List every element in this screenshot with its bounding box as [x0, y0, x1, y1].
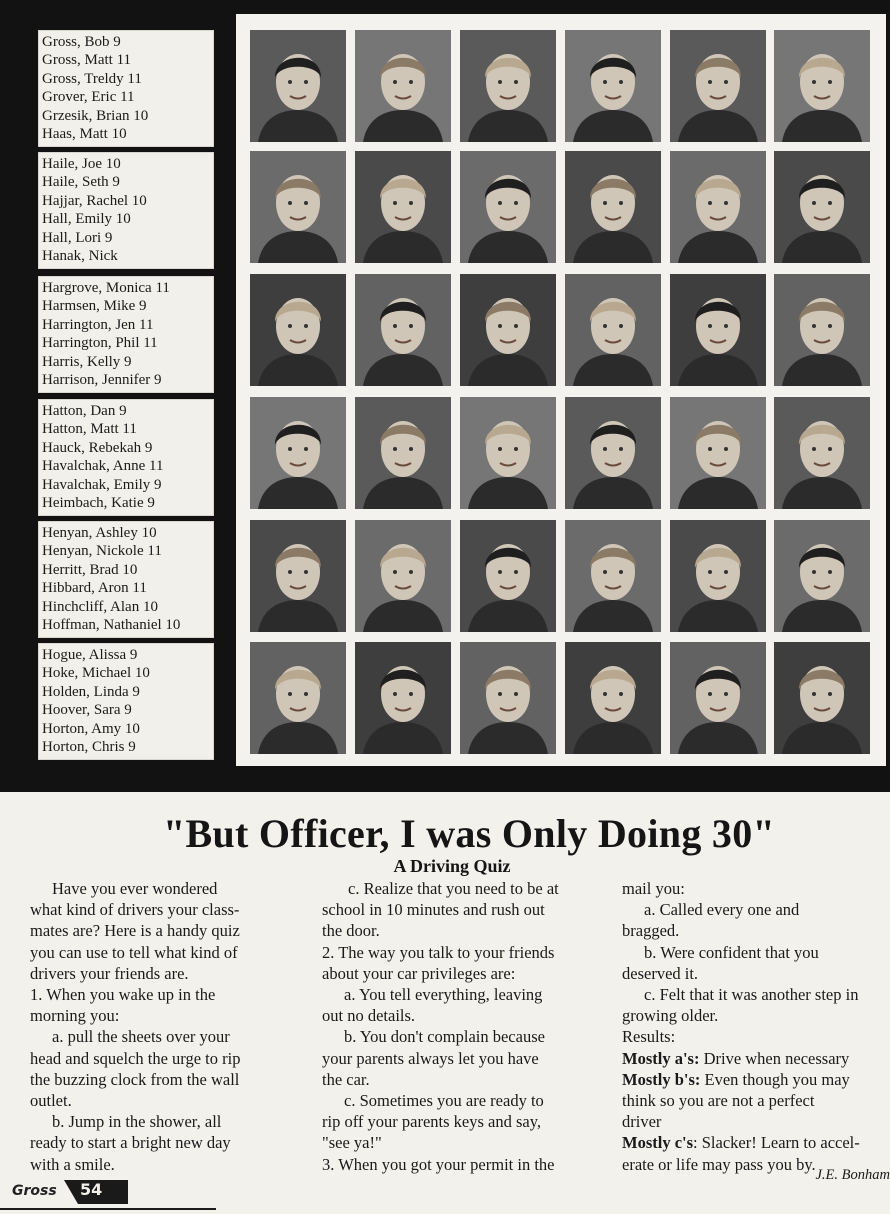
- student-portrait: [565, 642, 661, 754]
- roster-name: Haile, Joe 10: [42, 156, 121, 172]
- student-portrait: [774, 274, 870, 386]
- article-line: growing older.: [622, 1006, 719, 1026]
- article-line: a. pull the sheets over your: [52, 1027, 230, 1047]
- student-portrait: [250, 30, 346, 142]
- roster-name: Hatton, Dan 9: [42, 403, 127, 419]
- article-column-2: [322, 878, 612, 1175]
- student-portrait: [774, 397, 870, 509]
- article-column-3: [622, 878, 890, 1175]
- article-line: you can use to tell what kind of: [30, 942, 238, 962]
- student-portrait: [460, 151, 556, 263]
- article-line: school in 10 minutes and rush out: [322, 900, 545, 920]
- result-text: driver: [622, 1112, 662, 1132]
- article-line: 3. When you got your permit in the: [322, 1154, 555, 1174]
- student-portrait: [460, 520, 556, 632]
- article-line: your parents always let you have: [322, 1048, 539, 1068]
- roster-name: Heimbach, Katie 9: [42, 495, 155, 512]
- article-line: ready to start a bright new day: [30, 1133, 231, 1153]
- roster-name: Harmsen, Mike 9: [42, 298, 147, 315]
- footer-rule: [0, 1208, 216, 1210]
- student-portrait: [670, 151, 766, 263]
- student-portrait: [565, 30, 661, 142]
- roster-name: Havalchak, Emily 9: [42, 476, 162, 493]
- quiz-result-line: [622, 1048, 890, 1069]
- article-line: drivers your friends are.: [30, 963, 189, 983]
- result-key: Mostly c's: [622, 1133, 694, 1153]
- quiz-result-line: [622, 1132, 890, 1153]
- result-text: Even though you may: [700, 1069, 850, 1089]
- roster-name: Hall, Emily 10: [42, 211, 131, 228]
- roster-name: Harris, Kelly 9: [42, 353, 132, 370]
- student-portrait: [565, 397, 661, 509]
- article-line: outlet.: [30, 1091, 72, 1111]
- article-line: mates are? Here is a handy quiz: [30, 921, 240, 941]
- roster-name: Henyan, Ashley 10: [42, 525, 157, 541]
- roster-name: Gross, Treldy 11: [42, 70, 142, 87]
- article-line: Have you ever wondered: [52, 879, 218, 898]
- student-portrait: [355, 520, 451, 632]
- student-portrait: [460, 274, 556, 386]
- article-line: b. Jump in the shower, all: [52, 1112, 222, 1132]
- roster-name: Haas, Matt 10: [42, 126, 127, 143]
- quiz-result-line: [622, 1090, 890, 1111]
- article-line: the car.: [322, 1069, 370, 1089]
- roster-name: Hanak, Nick: [42, 248, 118, 265]
- student-portrait: [670, 30, 766, 142]
- article-line: bragged.: [622, 921, 680, 941]
- roster-name: Hoover, Sara 9: [42, 702, 132, 719]
- result-key: Mostly b's:: [622, 1069, 701, 1089]
- article-line: what kind of drivers your class-: [30, 900, 240, 920]
- student-portrait: [250, 151, 346, 263]
- roster-name: Hatton, Matt 11: [42, 421, 137, 438]
- student-portrait: [355, 30, 451, 142]
- roster-name: Havalchak, Anne 11: [42, 458, 164, 475]
- portrait-grid: [236, 14, 886, 766]
- article-line: morning you:: [30, 1006, 120, 1026]
- roster-name: Hinchcliff, Alan 10: [42, 598, 158, 615]
- result-key: Mostly a's:: [622, 1048, 700, 1068]
- name-block: [38, 276, 214, 393]
- roster-name: Gross, Bob 9: [42, 34, 121, 50]
- quiz-result-line: [622, 1069, 890, 1090]
- result-text: think so you are not a perfect: [622, 1091, 815, 1111]
- article-line: the door.: [322, 921, 380, 941]
- roster-name: Hoffman, Nathaniel 10: [42, 617, 181, 634]
- result-text: : Slacker! Learn to accel-: [693, 1133, 860, 1153]
- page-number: 54: [80, 1180, 103, 1199]
- name-block: [38, 643, 214, 760]
- student-portrait: [774, 30, 870, 142]
- student-portrait: [565, 274, 661, 386]
- student-portrait: [670, 642, 766, 754]
- article-line: b. Were confident that you: [644, 942, 819, 962]
- roster-name: Harrington, Phil 11: [42, 335, 158, 352]
- article-line: a. You tell everything, leaving: [344, 985, 543, 1005]
- student-portrait: [565, 520, 661, 632]
- article-headline: "But Officer, I was Only Doing 30": [162, 811, 776, 856]
- article-line: deserved it.: [622, 963, 699, 983]
- footer-section-label: Gross: [12, 1183, 57, 1199]
- roster-name: Gross, Matt 11: [42, 52, 132, 69]
- roster-name: Hibbard, Aron 11: [42, 580, 147, 597]
- article-line: c. Felt that it was another step in: [644, 985, 859, 1005]
- page-footer: [0, 1178, 890, 1214]
- article-line: c. Sometimes you are ready to: [344, 1091, 544, 1111]
- article-line: "see ya!": [322, 1133, 382, 1153]
- student-portrait: [565, 151, 661, 263]
- student-portrait: [460, 30, 556, 142]
- roster-name: Hauck, Rebekah 9: [42, 439, 153, 456]
- roster-name: Hajjar, Rachel 10: [42, 192, 147, 209]
- student-portrait: [250, 397, 346, 509]
- roster-name: Henyan, Nickole 11: [42, 543, 162, 560]
- roster-name: Haile, Seth 9: [42, 174, 120, 191]
- article-line: with a smile.: [30, 1154, 115, 1174]
- roster-name: Horton, Amy 10: [42, 720, 140, 737]
- article-line: the buzzing clock from the wall: [30, 1069, 240, 1089]
- article-subheadline: A Driving Quiz: [393, 856, 511, 876]
- roster-name: Hogue, Alissa 9: [42, 647, 138, 663]
- student-portrait: [460, 642, 556, 754]
- article-line: about your car privileges are:: [322, 963, 516, 983]
- roster-name: Hall, Lori 9: [42, 229, 113, 246]
- article-line: a. Called every one and: [644, 900, 800, 920]
- student-portrait: [250, 274, 346, 386]
- article-line: 2. The way you talk to your friends: [322, 942, 555, 962]
- result-text: erate or life may pass you by.: [622, 1154, 816, 1174]
- result-text: Drive when necessary: [699, 1048, 850, 1068]
- article-byline: J.E. Bonham: [815, 1167, 890, 1183]
- student-portrait: [250, 520, 346, 632]
- student-portrait: [355, 642, 451, 754]
- article-line: rip off your parents keys and say,: [322, 1112, 542, 1132]
- article-line: Results:: [622, 1027, 676, 1047]
- roster-name: Holden, Linda 9: [42, 683, 140, 700]
- student-portrait: [774, 151, 870, 263]
- student-portrait: [355, 274, 451, 386]
- article-line: 1. When you wake up in the: [30, 985, 216, 1005]
- roster-name: Grzesik, Brian 10: [42, 107, 149, 124]
- roster-name: Hargrove, Monica 11: [42, 280, 170, 296]
- student-portrait: [670, 274, 766, 386]
- name-block: [38, 30, 214, 147]
- roster-name: Harrison, Jennifer 9: [42, 372, 162, 389]
- student-portrait: [774, 642, 870, 754]
- article-line: out no details.: [322, 1006, 416, 1026]
- student-portrait: [355, 397, 451, 509]
- student-portrait: [774, 520, 870, 632]
- article-line: c. Realize that you need to be at: [348, 879, 559, 898]
- name-block: [38, 521, 214, 638]
- student-portrait: [670, 397, 766, 509]
- name-block: [38, 399, 214, 516]
- article-line: mail you:: [622, 879, 685, 898]
- article-column-1: [30, 878, 292, 1175]
- student-portrait: [355, 151, 451, 263]
- roster-name: Grover, Eric 11: [42, 89, 135, 106]
- article-line: head and squelch the urge to rip: [30, 1048, 241, 1068]
- roster-name: Horton, Chris 9: [42, 739, 136, 756]
- roster-name: Herritt, Brad 10: [42, 561, 138, 578]
- student-portrait: [460, 397, 556, 509]
- student-portrait: [670, 520, 766, 632]
- driving-quiz-article: [0, 792, 890, 1214]
- roster-name: Hoke, Michael 10: [42, 665, 150, 682]
- roster-name: Harrington, Jen 11: [42, 316, 154, 333]
- student-portrait: [250, 642, 346, 754]
- quiz-result-line: [622, 1111, 890, 1132]
- article-line: b. You don't complain because: [344, 1027, 545, 1047]
- name-block: [38, 152, 214, 269]
